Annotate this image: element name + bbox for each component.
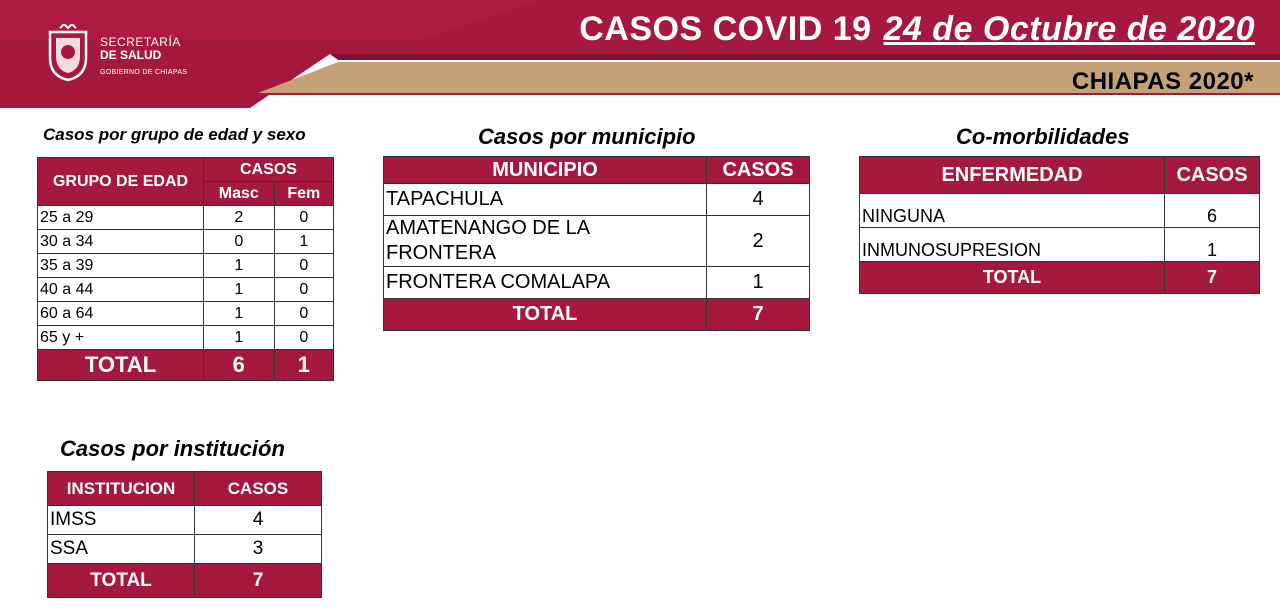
edad-section-title: Casos por grupo de edad y sexo: [43, 125, 306, 144]
fem-cell: 0: [274, 278, 333, 302]
col-casos: CASOS: [707, 157, 810, 184]
grupo-cell: 30 a 34: [38, 230, 204, 254]
col-fem: Fem: [274, 182, 333, 206]
institucion-cell: SSA: [48, 535, 195, 564]
col-masc: Masc: [204, 182, 275, 206]
total-value: 7: [1165, 262, 1260, 294]
table-row: [384, 184, 810, 216]
table-row: [48, 535, 322, 564]
comorbilidades-table: [859, 156, 1260, 294]
municipio-cell: FRONTERA COMALAPA: [384, 267, 707, 299]
table-row: [38, 278, 334, 302]
secretaria-salud-logo: [46, 24, 196, 88]
casos-cell: 1: [1165, 228, 1260, 262]
total-label: TOTAL: [384, 299, 707, 331]
grupo-cell: 40 a 44: [38, 278, 204, 302]
col-institucion: INSTITUCION: [48, 472, 195, 506]
col-casos: CASOS: [195, 472, 322, 506]
fem-cell: 0: [274, 326, 333, 350]
table-row: [860, 228, 1260, 262]
table-row: [384, 216, 810, 267]
casos-cell: 4: [195, 506, 322, 535]
comorbilidades-section-title: Co-morbilidades: [956, 124, 1130, 149]
masc-cell: 1: [204, 302, 275, 326]
institucion-cell: IMSS: [48, 506, 195, 535]
enfermedad-cell: INMUNOSUPRESION: [860, 228, 1165, 262]
table-row: [38, 254, 334, 278]
masc-cell: 1: [204, 278, 275, 302]
grupo-cell: 25 a 29: [38, 206, 204, 230]
masc-cell: 1: [204, 254, 275, 278]
table-row: [860, 194, 1260, 228]
table-row: [38, 206, 334, 230]
logo-line-1: SECRETARÍA: [100, 35, 181, 49]
col-grupo-edad: GRUPO DE EDAD: [38, 158, 204, 206]
total-masc: 6: [204, 350, 275, 381]
fem-cell: 0: [274, 254, 333, 278]
table-row: [38, 302, 334, 326]
total-label: TOTAL: [48, 564, 195, 598]
title-text: CASOS COVID 19: [579, 10, 872, 48]
title-date: 24 de Octubre de 2020: [883, 10, 1255, 48]
header-banner: [0, 0, 1280, 108]
table-row: [38, 230, 334, 254]
total-row: [38, 350, 334, 381]
casos-cell: 1: [707, 267, 810, 299]
fem-cell: 0: [274, 206, 333, 230]
page-title: [579, 10, 1255, 49]
municipio-table: [383, 156, 810, 331]
coat-of-arms-icon: [46, 24, 90, 82]
grupo-cell: 35 a 39: [38, 254, 204, 278]
total-value: 7: [707, 299, 810, 331]
institucion-section-title: Casos por institución: [60, 436, 285, 461]
masc-cell: 1: [204, 326, 275, 350]
casos-cell: 3: [195, 535, 322, 564]
municipio-section-title: Casos por municipio: [478, 124, 696, 149]
total-fem: 1: [274, 350, 333, 381]
masc-cell: 2: [204, 206, 275, 230]
table-row: [48, 506, 322, 535]
institucion-table: [47, 471, 322, 598]
col-casos: CASOS: [1165, 157, 1260, 194]
total-row: [48, 564, 322, 598]
col-enfermedad: ENFERMEDAD: [860, 157, 1165, 194]
masc-cell: 0: [204, 230, 275, 254]
casos-cell: 2: [707, 216, 810, 267]
col-casos: CASOS: [204, 158, 334, 182]
logo-line-2: DE SALUD: [100, 47, 162, 62]
casos-cell: 6: [1165, 194, 1260, 228]
fem-cell: 1: [274, 230, 333, 254]
fem-cell: 0: [274, 302, 333, 326]
municipio-cell: AMATENANGO DE LA FRONTERA: [384, 216, 707, 267]
grupo-cell: 65 y +: [38, 326, 204, 350]
municipio-cell: TAPACHULA: [384, 184, 707, 216]
logo-line-3: GOBIERNO DE CHIAPAS: [100, 69, 188, 77]
casos-cell: 4: [707, 184, 810, 216]
total-label: TOTAL: [38, 350, 204, 381]
enfermedad-cell: NINGUNA: [860, 194, 1165, 228]
total-row: [860, 262, 1260, 294]
col-municipio: MUNICIPIO: [384, 157, 707, 184]
total-label: TOTAL: [860, 262, 1165, 294]
table-row: [384, 267, 810, 299]
page-subtitle: CHIAPAS 2020*: [1071, 68, 1254, 95]
table-row: [38, 326, 334, 350]
total-value: 7: [195, 564, 322, 598]
total-row: [384, 299, 810, 331]
grupo-cell: 60 a 64: [38, 302, 204, 326]
edad-table: [37, 157, 334, 381]
